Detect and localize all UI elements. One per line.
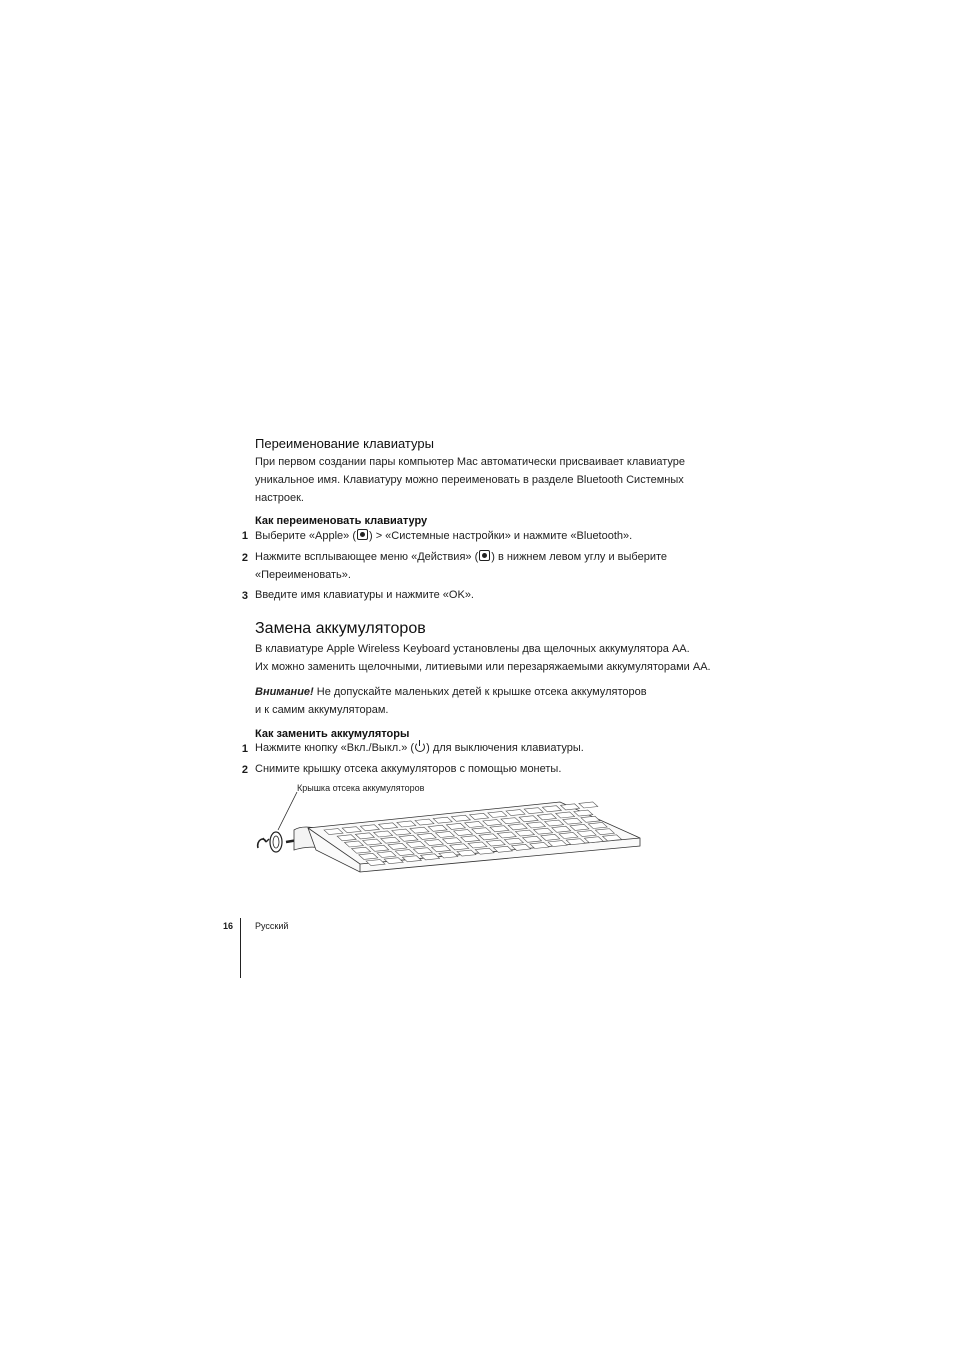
batteries-paragraph xyxy=(255,640,711,676)
page-number: 16 xyxy=(223,921,234,931)
keyboard-key xyxy=(579,802,598,808)
action-gear-icon xyxy=(479,550,490,561)
paragraph-line: уникальное имя. Клавиатуру можно переименовать в разделе Bluetooth Системных xyxy=(255,474,684,486)
caption-leader-line xyxy=(278,792,297,830)
rename-step-1: Выберите «Apple» ( ) > «Системные настройки» и нажмите «Bluetooth». xyxy=(255,530,633,542)
figure-caption: Крышка отсека аккумуляторов xyxy=(297,783,425,793)
keyboard-battery-cover-illustration xyxy=(250,790,650,880)
batteries-subheading: Как заменить аккумуляторы xyxy=(255,728,410,740)
section-heading-rename: Переименование клавиатуры xyxy=(255,436,434,451)
step-number: 1 xyxy=(241,530,248,542)
batteries-step-1: Нажмите кнопку «Вкл./Выкл.» ( ) для выключения клавиатуры. xyxy=(255,742,584,754)
rename-step-2: Нажмите всплывающее меню «Действия» ( ) в нижнем левом углу и выберите «Переименовать». xyxy=(255,551,668,581)
footer-language: Русский xyxy=(255,921,289,931)
step-number: 2 xyxy=(241,552,248,564)
step-number: 1 xyxy=(241,743,248,755)
section-heading-batteries: Замена аккумуляторов xyxy=(255,620,426,637)
step-number: 2 xyxy=(241,764,248,776)
power-icon xyxy=(415,742,425,752)
paragraph-line: В клавиатуре Apple Wireless Keyboard установлены два щелочных аккумулятора AA. xyxy=(255,643,690,655)
rename-subheading: Как переименовать клавиатуру xyxy=(255,515,428,527)
step-number: 3 xyxy=(241,590,248,602)
rename-paragraph xyxy=(255,453,685,507)
paragraph-line: Их можно заменить щелочными, литиевыми или перезаряжаемыми аккумуляторами AA. xyxy=(255,661,711,673)
footer-divider xyxy=(240,918,241,978)
batteries-step-2: Снимите крышку отсека аккумуляторов с помощью монеты. xyxy=(255,763,562,775)
paragraph-line: При первом создании пары компьютер Mac автоматически присваивает клавиатуре xyxy=(255,456,685,468)
rename-step-3: Введите имя клавиатуры и нажмите «OK». xyxy=(255,589,474,601)
warning-paragraph: Внимание! Не допускайте маленьких детей к крышке отсека аккумуляторов и к самим аккумуляторам. xyxy=(255,686,647,716)
apple-menu-icon xyxy=(357,529,368,540)
battery-cover xyxy=(270,832,282,852)
paragraph-line: настроек. xyxy=(255,492,304,504)
warning-label: Внимание! xyxy=(255,686,314,698)
